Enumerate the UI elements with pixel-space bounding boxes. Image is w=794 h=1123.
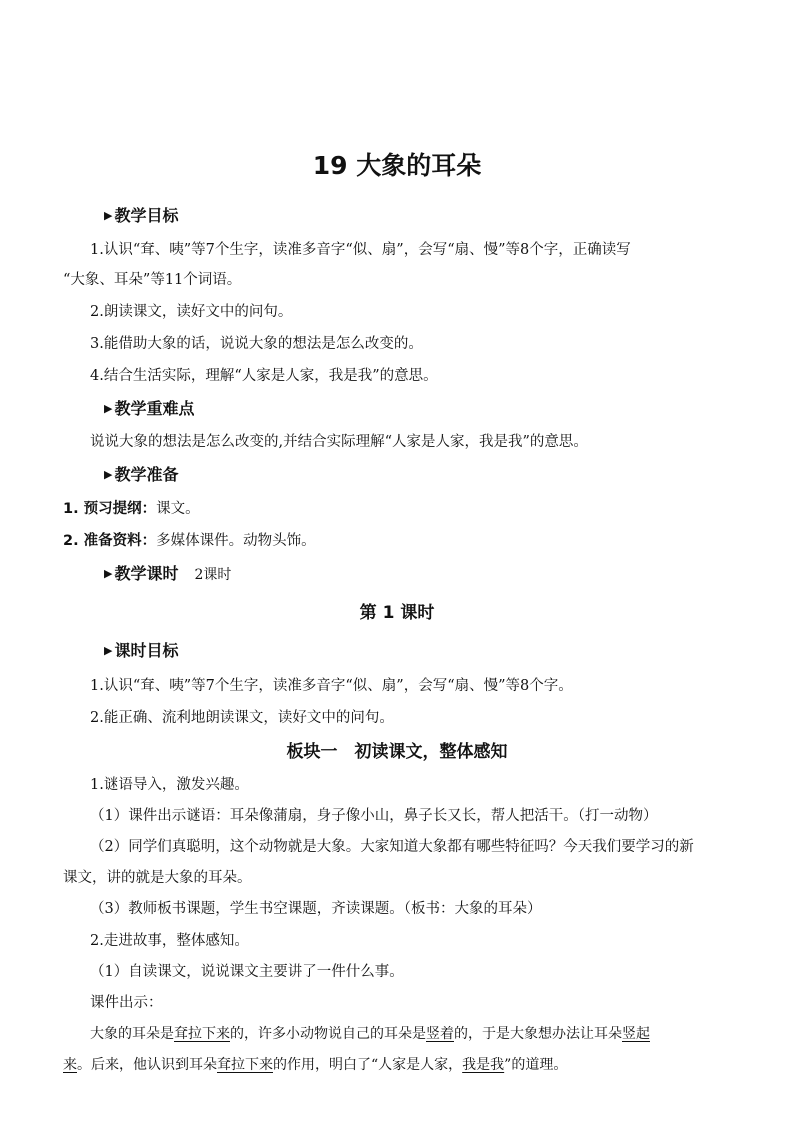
underlined-phrase: 竖着: [426, 1026, 454, 1042]
difficulty-text: 说说大象的想法是怎么改变的,并结合实际理解“人家是人家，我是我”的意思。: [90, 434, 588, 450]
body-line: （2）同学们真聪明，这个动物就是大象。大家知道大象都有哪些特征吗？今天我们要学习的新: [90, 839, 694, 855]
underlined-phrase: 耷拉下来: [217, 1057, 273, 1073]
body-line: （1）课件出示谜语：耳朵像蒲扇，身子像小山，鼻子长又长，帮人把活干。（打一动物）: [90, 808, 658, 824]
prep-item: [63, 529, 316, 550]
underlined-phrase: 竖起: [622, 1026, 650, 1042]
prep-item: [63, 497, 200, 518]
courseware-line: 来。后来，他认识到耳朵耷拉下来的作用，明白了“人家是人家，我是我”的道理。: [63, 1057, 568, 1073]
prep-text: 课文。: [156, 501, 200, 517]
hours-value: 2课时: [194, 567, 232, 583]
underlined-phrase: 耷拉下来: [174, 1026, 230, 1042]
goal-line: 1.认识“耷、咦”等7个生字，读准多音字“似、扇”，会写“扇、慢”等8个字，正确读写: [90, 242, 631, 258]
courseware-line: 大象的耳朵是耷拉下来的，许多小动物说自己的耳朵是竖着的，于是大象想办法让耳朵竖起: [90, 1026, 650, 1042]
goal-line: 4.结合生活实际，理解“人家是人家，我是我”的意思。: [90, 368, 438, 384]
section-heading-text: 教学目标: [114, 206, 179, 225]
prep-label: 1. 预习提纲：: [63, 501, 157, 517]
body-line: （1）自读课文，说说课文主要讲了一件什么事。: [90, 964, 404, 980]
section-heading-text: 课时目标: [114, 641, 179, 660]
body-line: 2.走进故事，整体感知。: [90, 933, 249, 949]
prep-label: 2. 准备资料：: [63, 533, 157, 549]
triangle-bullet-icon: ▶: [104, 402, 113, 415]
section-heading-difficulty: [104, 396, 194, 419]
underlined-phrase: 我是我: [462, 1057, 505, 1073]
section-heading-goals: [104, 203, 178, 226]
goal-line: 2.朗读课文，读好文中的问句。: [90, 304, 293, 320]
section-heading-text: 教学准备: [114, 465, 179, 484]
body-line: 课件出示：: [90, 995, 163, 1011]
body-line: 课文，讲的就是大象的耳朵。: [63, 870, 252, 886]
section-heading-hours: [104, 561, 231, 584]
goal-line: 3.能借助大象的话，说说大象的想法是怎么改变的。: [90, 336, 423, 352]
goal-line: “大象、耳朵”等11个词语。: [63, 272, 242, 288]
triangle-bullet-icon: ▶: [104, 567, 113, 580]
page-title: 19 大象的耳朵: [312, 151, 482, 180]
section-heading-prep: [104, 462, 178, 485]
section-heading-lesson-goals: [104, 638, 178, 661]
underlined-phrase: 来: [63, 1057, 77, 1073]
body-line: 1.谜语导入，激发兴趣。: [90, 777, 249, 793]
triangle-bullet-icon: ▶: [104, 644, 113, 657]
block-heading: 板块一 初读课文，整体感知: [286, 742, 508, 762]
body-line: （3）教师板书课题，学生书空课题，齐读课题。（板书：大象的耳朵）: [90, 901, 542, 917]
lesson-heading: 第 1 课时: [359, 603, 435, 623]
prep-text: 多媒体课件。动物头饰。: [156, 533, 316, 549]
lesson-goal-line: 2.能正确、流利地朗读课文，读好文中的问句。: [90, 710, 394, 726]
triangle-bullet-icon: ▶: [104, 209, 113, 222]
section-heading-text: 教学课时: [114, 564, 179, 583]
lesson-goal-line: 1.认识“耷、咦”等7个生字，读准多音字“似、扇”，会写“扇、慢”等8个字。: [90, 678, 573, 694]
section-heading-text: 教学重难点: [114, 399, 195, 418]
triangle-bullet-icon: ▶: [104, 468, 113, 481]
